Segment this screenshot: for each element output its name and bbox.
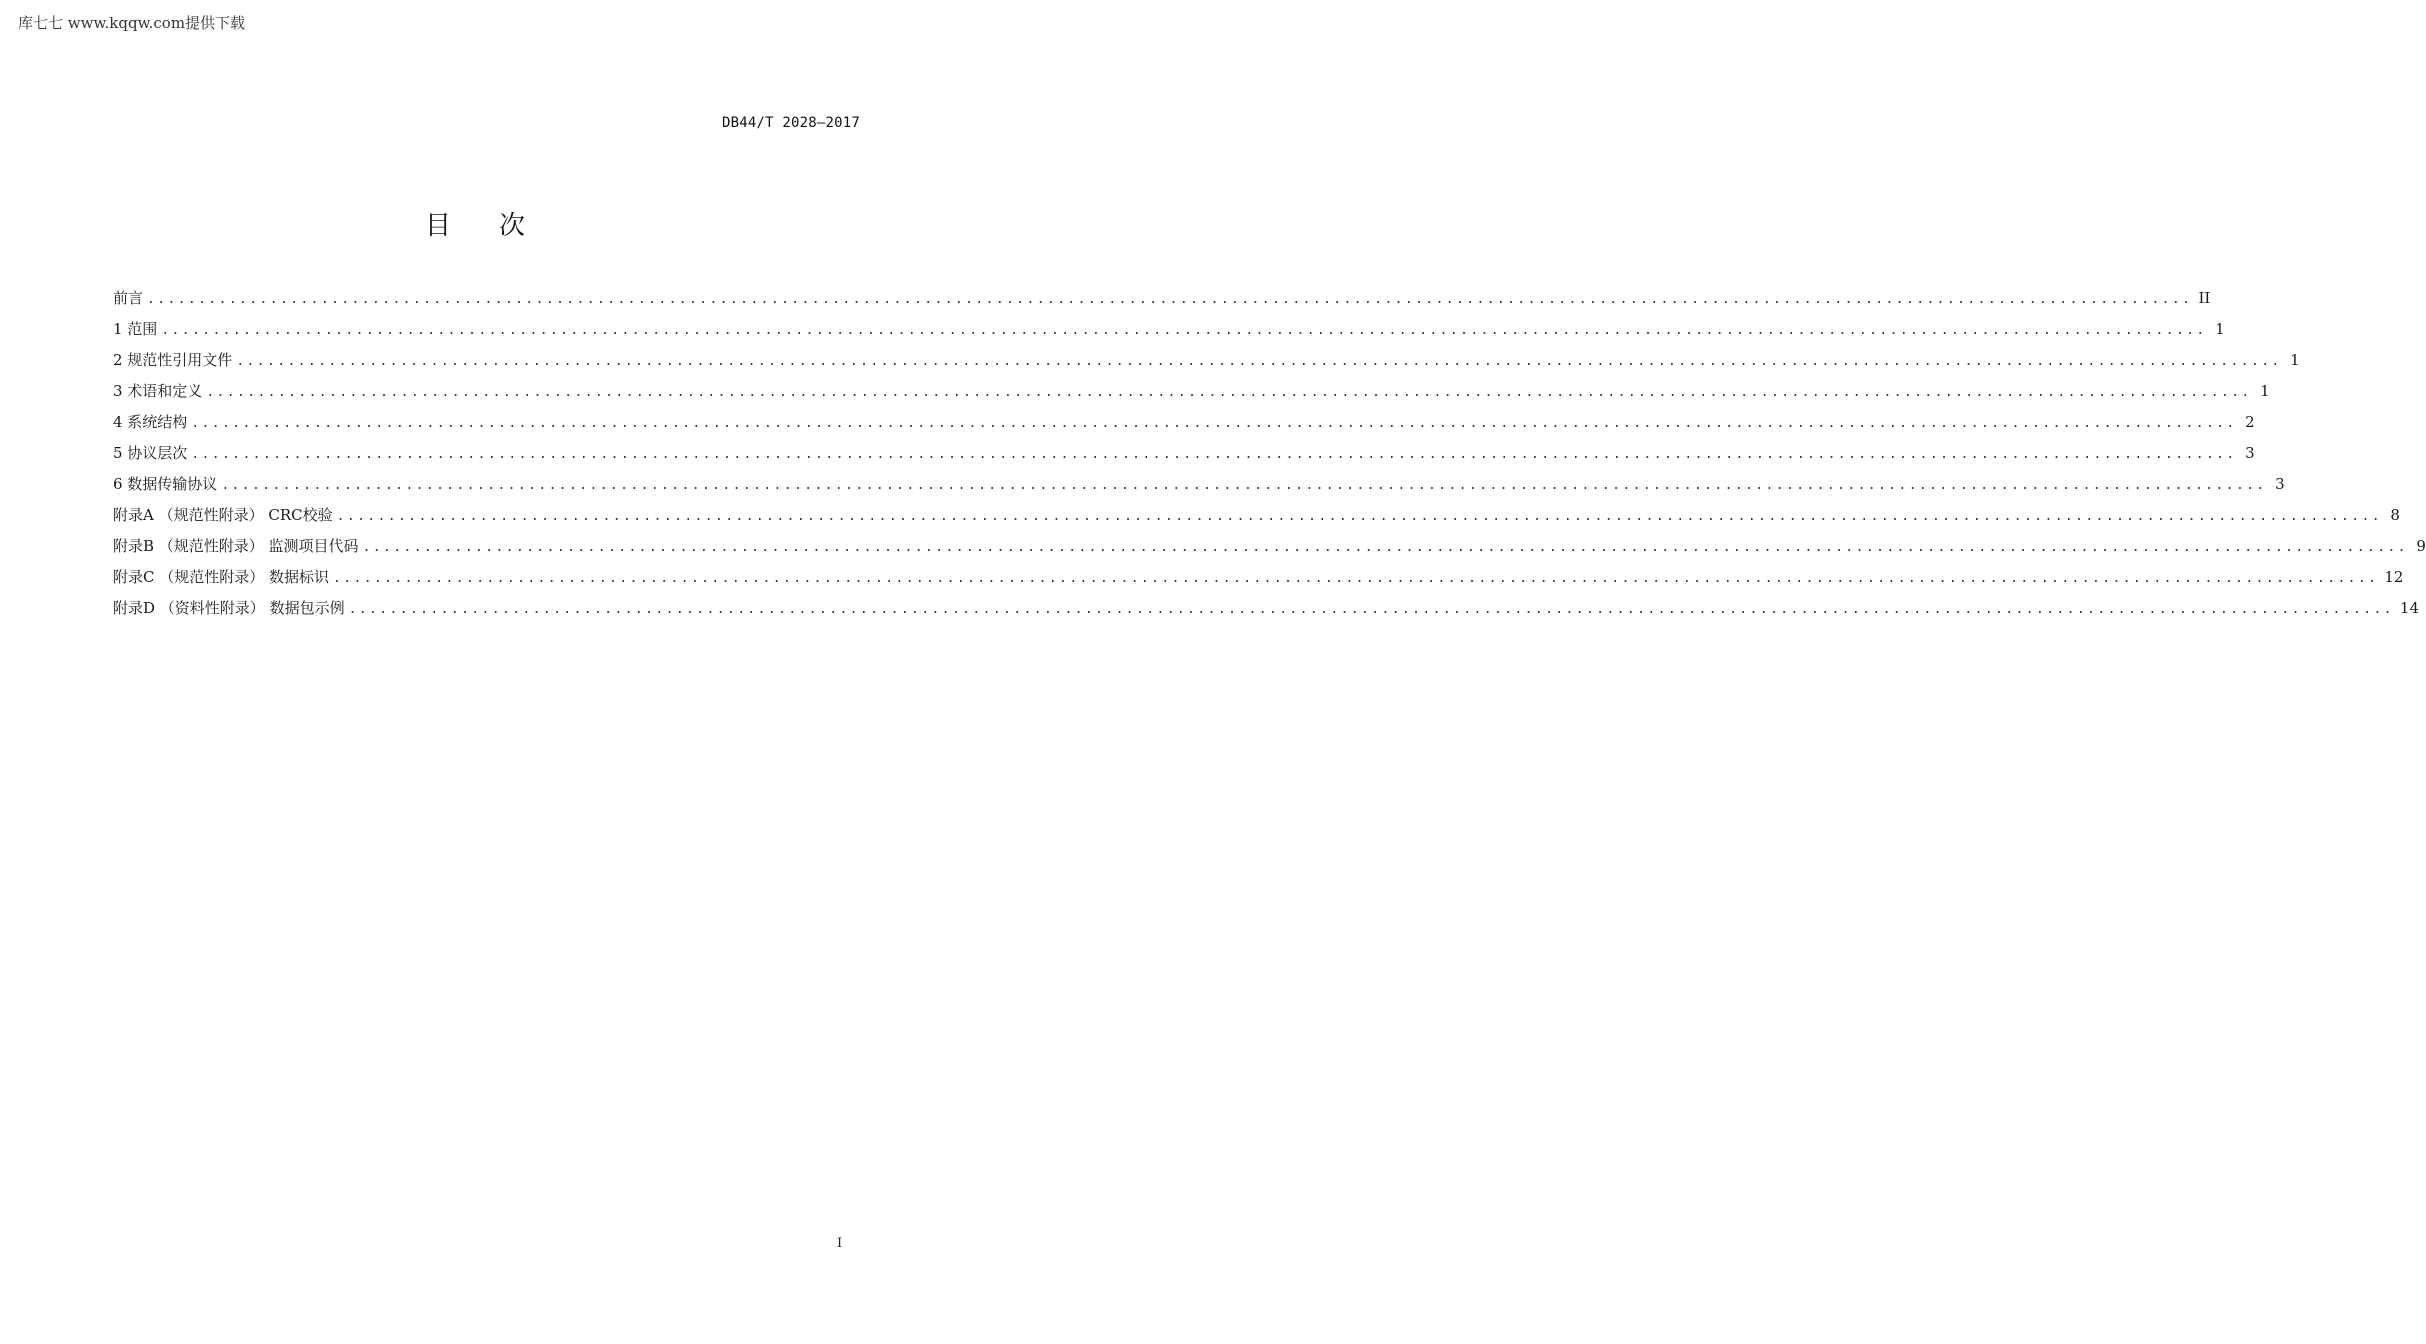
toc-entry-label: 附录D （资料性附录） 数据包示例 bbox=[113, 599, 345, 617]
toc-entry-page: 1 bbox=[2215, 320, 2225, 338]
toc-leader-dots: ........................................................................................................................................................................................................ bbox=[336, 509, 2382, 524]
toc-entry-page: 1 bbox=[2290, 351, 2300, 369]
toc-leader-dots: ........................................................................................................................................................................................................ bbox=[191, 447, 2237, 462]
toc-entry-page: 1 bbox=[2260, 382, 2270, 400]
toc-entry-label: 4 系统结构 bbox=[113, 413, 188, 431]
page-number: I bbox=[837, 1236, 843, 1251]
toc-entry-scope[interactable] bbox=[113, 317, 2225, 348]
toc-entry-page: 3 bbox=[2275, 475, 2285, 493]
toc-entry-page: II bbox=[2198, 289, 2211, 307]
toc-leader-dots: ........................................................................................................................................................................................................ bbox=[348, 602, 2394, 617]
toc-entry-page: 14 bbox=[2399, 599, 2420, 617]
toc-entry-appendix-c[interactable] bbox=[113, 565, 2404, 596]
toc-entry-page: 2 bbox=[2245, 413, 2255, 431]
toc-leader-dots: ........................................................................................................................................................................................................ bbox=[191, 416, 2237, 431]
toc-entry-label: 6 数据传输协议 bbox=[113, 475, 218, 493]
toc-entry-label: 附录B （规范性附录） 监测项目代码 bbox=[113, 537, 359, 555]
toc-entry-page: 12 bbox=[2384, 568, 2404, 586]
toc-entry-appendix-b[interactable] bbox=[113, 534, 2426, 565]
toc-entry-label: 附录A （规范性附录） CRC校验 bbox=[113, 506, 333, 524]
toc-entry-normative-references[interactable] bbox=[113, 348, 2300, 379]
toc-entry-appendix-d[interactable] bbox=[113, 596, 2420, 627]
toc-entry-label: 5 协议层次 bbox=[113, 444, 188, 462]
toc-entry-system-structure[interactable] bbox=[113, 410, 2255, 441]
toc-entry-label: 3 术语和定义 bbox=[113, 382, 203, 400]
toc-entry-page: 9 bbox=[2416, 537, 2426, 555]
table-of-contents bbox=[113, 286, 2426, 627]
toc-entry-label: 1 范围 bbox=[113, 320, 158, 338]
standard-code: DB44/T 2028—2017 bbox=[721, 115, 860, 131]
toc-entry-label: 2 规范性引用文件 bbox=[113, 351, 233, 369]
toc-entry-data-protocol[interactable] bbox=[113, 472, 2285, 503]
toc-leader-dots: ........................................................................................................................................................................................................ bbox=[221, 478, 2267, 493]
toc-entry-label: 前言 bbox=[113, 289, 144, 307]
toc-entry-label: 附录C （规范性附录） 数据标识 bbox=[113, 568, 330, 586]
toc-leader-dots: ........................................................................................................................................................................................................ bbox=[161, 323, 2207, 338]
toc-leader-dots: ........................................................................................................................................................................................................ bbox=[362, 540, 2408, 555]
toc-entry-terms[interactable] bbox=[113, 379, 2270, 410]
toc-entry-appendix-a[interactable] bbox=[113, 503, 2400, 534]
toc-leader-dots: ........................................................................................................................................................................................................ bbox=[147, 292, 2193, 307]
toc-entry-foreword[interactable] bbox=[113, 286, 2211, 317]
toc-title: 目次 bbox=[424, 211, 573, 241]
toc-entry-page: 3 bbox=[2245, 444, 2255, 462]
toc-leader-dots: ........................................................................................................................................................................................................ bbox=[206, 385, 2252, 400]
toc-leader-dots: ........................................................................................................................................................................................................ bbox=[333, 571, 2379, 586]
watermark-text: 库七七 www.kqqw.com提供下载 bbox=[18, 14, 246, 32]
toc-entry-page: 8 bbox=[2390, 506, 2400, 524]
toc-leader-dots: ........................................................................................................................................................................................................ bbox=[236, 354, 2282, 369]
toc-entry-protocol-layers[interactable] bbox=[113, 441, 2255, 472]
